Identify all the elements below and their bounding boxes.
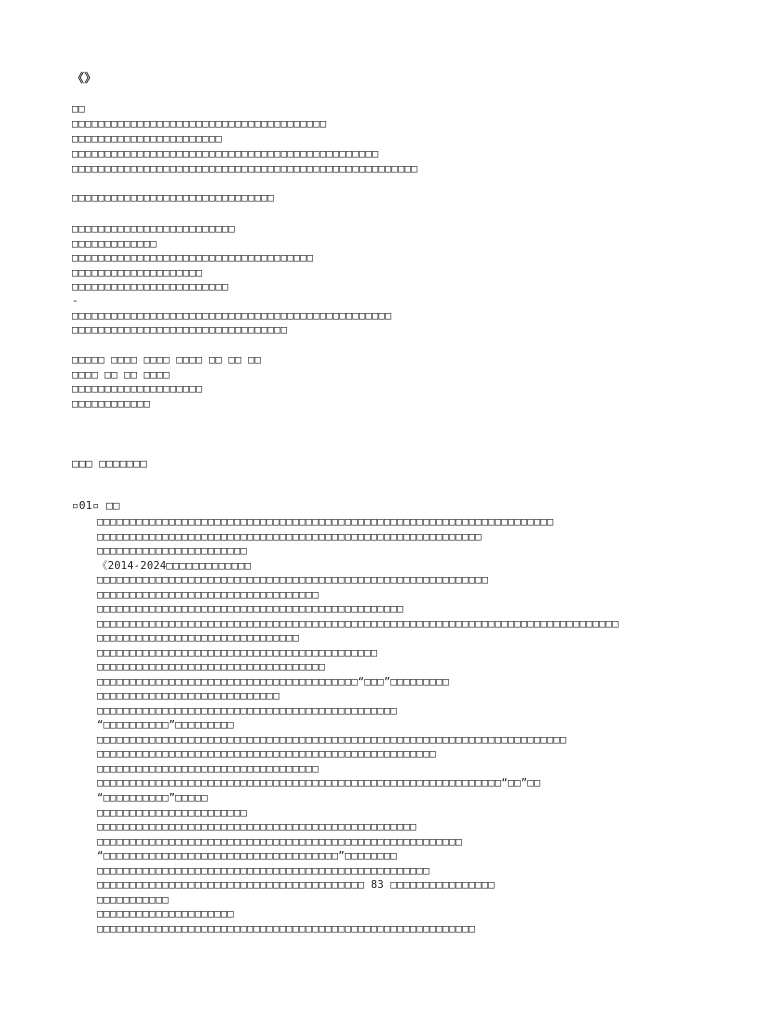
item-line: □□□□□□□□□□□□□□□□□□□□□□□□□□□□□□□□□□□□□□□□□□□□□□□□□□□□□□□□ — [97, 836, 463, 848]
item-line: □□□□□□□□□□□□□□□□□□□□□□□□□□□□□□□□□□□□□□□□□□□□□□□□□□□□□□□□□□□ — [97, 531, 482, 543]
item-line: “□□□□□□□□□□”□□□□□ — [97, 792, 208, 804]
item-line: □□□□□□□□□□□□□□□□□□□□□□□□□□□□□□□□□□□□□□□□“□□□”□□□□□□□□□ — [97, 676, 450, 688]
keywords-line: □□□□□□□□□□□□□□□□□□□□ — [72, 383, 203, 395]
keywords-line: □□□□□ □□□□ □□□□ □□□□ □□ □□ □□ — [72, 354, 262, 366]
standalone-line: □□□□□□□□□□□□□□□□□□□□□□□□□□□□□□□ — [72, 192, 275, 204]
middle-line: - — [72, 295, 79, 307]
item-line: 《2014-2024□□□□□□□□□□□□□ — [97, 560, 252, 572]
item-line: □□□□□□□□□□□ — [97, 894, 169, 906]
item-line: □□□□□□□□□□□□□□□□□□□□□□□□□□□□□□□□□□□□□□□□□□□□□□□□□□□□□□□□□□□□□□“□□”□□ — [97, 777, 541, 789]
item-line: □□□□□□□□□□□□□□□□□□□□□□□□□□□□□□□□□□□□□□□□□□□□□□□□□□□ — [97, 865, 430, 877]
intro-line: □□□□□□□□□□□□□□□□□□□□□□□□□□□□□□□□□□□□□□□□□□□□□□□ — [72, 148, 379, 160]
middle-line: □□□□□□□□□□□□□□□□□□□□□□□□ — [72, 281, 229, 293]
middle-line: □□□□□□□□□□□□□□□□□□□□□□□□□□□□□□□□□ — [72, 324, 288, 336]
middle-line: □□□□□□□□□□□□□ — [72, 238, 157, 250]
item-line: □□□□□□□□□□□□□□□□□□□□□□□□□□□□□□□□□□□□□□□□□□□□□□□□□□□□□□□□□□□□□□□□□□□□□□□□□□□□□□□□ — [97, 618, 619, 630]
middle-line: □□□□□□□□□□□□□□□□□□□□□□□□□□□□□□□□□□□□□□□□□□□□□□□□□ — [72, 310, 392, 322]
intro-line: □□ — [72, 103, 86, 115]
item-line: □□□□□□□□□□□□□□□□□□□□□□□□□□□□□□□□□□□□□□□□□□□□□□□□□□□□□□□□□□□□ — [97, 574, 489, 586]
keywords-line: □□□□ □□ □□ □□□□ — [72, 369, 170, 381]
intro-line: □□□□□□□□□□□□□□□□□□□□□□□□□□□□□□□□□□□□□□□ — [72, 118, 327, 130]
item-line: □□□□□□□□□□□□□□□□□□□□□□□□□□□□□□□□□□□□□□□□□ 83 □□□□□□□□□□□□□□□□ — [97, 879, 495, 891]
item-line: □□□□□□□□□□□□□□□□□□□□□□□□□□□□□□□□□□□□□□□□□□□□□□ — [97, 705, 397, 717]
intro-line: □□□□□□□□□□□□□□□□□□□□□□□□□□□□□□□□□□□□□□□□□□□□□□□□□□□□□ — [72, 163, 418, 175]
middle-line: □□□□□□□□□□□□□□□□□□□□ — [72, 267, 203, 279]
item-line: □□□□□□□□□□□□□□□□□□□□□□□□□□□□□□□□□□□ — [97, 661, 326, 673]
item-line: □□□□□□□□□□□□□□□□□□□□□□□□□□□□□□□□□□□□□□□□□□□□□□□□□□□□□□□□□□□□□□□□□□□□□□ — [97, 516, 554, 528]
item-line: □□□□□□□□□□□□□□□□□□□□□□□□□□□□□□□□□□□□□□□□□□□□□□□□□ — [97, 821, 417, 833]
item-line: “□□□□□□□□□□□□□□□□□□□□□□□□□□□□□□□□□□□□”□□□□□□□□ — [97, 850, 397, 862]
item-line: □□□□□□□□□□□□□□□□□□□□□□□ — [97, 807, 247, 819]
middle-line: □□□□□□□□□□□□□□□□□□□□□□□□□□□□□□□□□□□□□ — [72, 252, 314, 264]
item-line: □□□□□□□□□□□□□□□□□□□□□□□ — [97, 545, 247, 557]
item-line: □□□□□□□□□□□□□□□□□□□□□□□□□□□□□□□□□□ — [97, 589, 319, 601]
item-line: □□□□□□□□□□□□□□□□□□□□□□□□□□□□□□□□□□□□□□□□□□□□□□□□□□□□□□□□□□ — [97, 923, 476, 935]
item-line: □□□□□□□□□□□□□□□□□□□□□ — [97, 908, 234, 920]
top-mark: 《》 — [72, 71, 97, 85]
item-line: □□□□□□□□□□□□□□□□□□□□□□□□□□□□□□□ — [97, 632, 300, 644]
section-heading: □□□ □□□□□□□ — [72, 457, 148, 470]
item-line: □□□□□□□□□□□□□□□□□□□□□□□□□□□□□□□□□□□□□□□□□□□□□□□□□□□□□□□□□□□□□□□□□□□□□□□□ — [97, 734, 567, 746]
item-line: □□□□□□□□□□□□□□□□□□□□□□□□□□□□□□□□□□□□□□□□□□□□□□□ — [97, 603, 404, 615]
item-heading: ▫01▫ □□ — [72, 499, 120, 512]
middle-line: □□□□□□□□□□□□□□□□□□□□□□□□□ — [72, 223, 236, 235]
item-line: “□□□□□□□□□□”□□□□□□□□□ — [97, 719, 234, 731]
item-line: □□□□□□□□□□□□□□□□□□□□□□□□□□□□□□□□□□ — [97, 763, 319, 775]
intro-line: □□□□□□□□□□□□□□□□□□□□□□□ — [72, 133, 222, 145]
keywords-line: □□□□□□□□□□□□ — [72, 398, 151, 410]
item-line: □□□□□□□□□□□□□□□□□□□□□□□□□□□□□□□□□□□□□□□□□□□□□□□□□□□□ — [97, 748, 437, 760]
item-line: □□□□□□□□□□□□□□□□□□□□□□□□□□□□ — [97, 690, 280, 702]
item-line: □□□□□□□□□□□□□□□□□□□□□□□□□□□□□□□□□□□□□□□□□□□ — [97, 647, 378, 659]
